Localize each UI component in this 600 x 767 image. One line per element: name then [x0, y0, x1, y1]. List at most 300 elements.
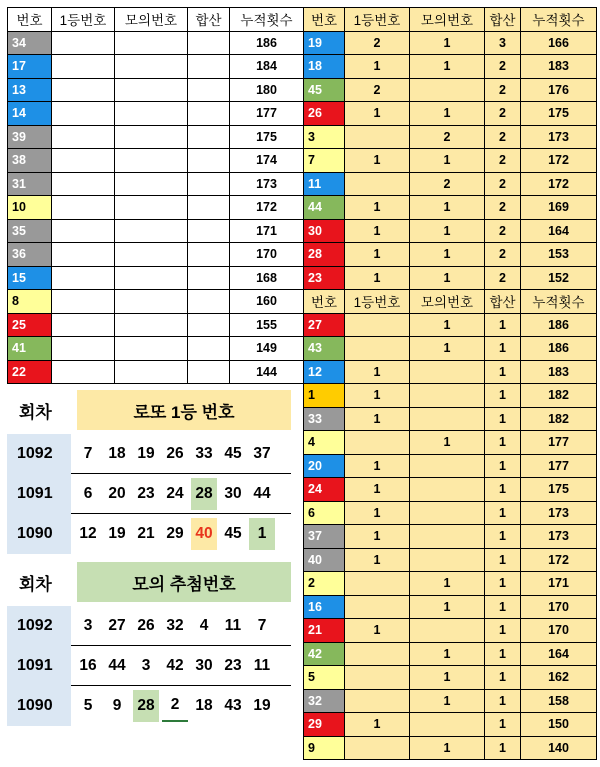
header-sum: 합산	[188, 8, 230, 32]
first-count-cell	[345, 572, 410, 596]
drawn-number: 37	[253, 444, 271, 462]
mock-count-cell	[410, 478, 485, 502]
table-row	[304, 642, 597, 666]
right-sub-header-row	[304, 290, 597, 314]
sum-cell: 1	[485, 548, 521, 572]
table-row	[304, 219, 597, 243]
first-count-cell: 1	[345, 501, 410, 525]
sum-cell: 1	[485, 642, 521, 666]
first-count-cell	[52, 125, 115, 149]
ball-number-cell: 42	[304, 642, 345, 666]
drawn-number: 23	[224, 656, 242, 674]
drawn-number: 20	[108, 484, 126, 502]
ball-number-cell: 4	[304, 431, 345, 455]
ball-number-cell: 37	[304, 525, 345, 549]
ball-number-cell: 1	[304, 384, 345, 408]
ball-number-cell: 31	[8, 172, 52, 196]
drawn-number: 18	[195, 697, 213, 714]
sum-cell: 2	[485, 102, 521, 126]
drawn-number: 7	[83, 444, 93, 462]
table-row	[304, 172, 597, 196]
first-count-cell	[52, 219, 115, 243]
drawn-number: 21	[137, 525, 155, 542]
drawn-number: 30	[224, 484, 242, 502]
cumulative-cell: 175	[230, 125, 304, 149]
ball-number-cell: 3	[304, 125, 345, 149]
ball-number-cell: 24	[304, 478, 345, 502]
first-count-cell: 1	[345, 360, 410, 384]
header-first: 1등번호	[345, 290, 410, 314]
cumulative-cell: 175	[521, 478, 597, 502]
first-count-cell	[52, 102, 115, 126]
first-count-cell	[52, 266, 115, 290]
cumulative-cell: 172	[521, 172, 597, 196]
first-count-cell: 2	[345, 78, 410, 102]
mock-count-cell	[115, 172, 188, 196]
table-row	[304, 149, 597, 173]
cumulative-cell: 182	[521, 384, 597, 408]
sum-cell: 3	[485, 31, 521, 55]
left-header-row	[8, 8, 304, 32]
cumulative-cell: 170	[521, 595, 597, 619]
mock-count-cell	[115, 31, 188, 55]
drawn-number: 11	[224, 616, 242, 634]
mock-count-cell: 2	[410, 172, 485, 196]
number-row	[71, 646, 291, 686]
header-mock: 모의번호	[410, 290, 485, 314]
first-count-cell	[52, 78, 115, 102]
first-count-cell	[52, 360, 115, 384]
round-label: 회차	[7, 562, 77, 602]
mock-count-cell	[410, 407, 485, 431]
sum-cell	[188, 313, 230, 337]
right-header-row	[304, 8, 597, 32]
mock-count-cell: 1	[410, 572, 485, 596]
header-mock: 모의번호	[410, 8, 485, 32]
table-row	[304, 619, 597, 643]
mock-count-cell	[410, 525, 485, 549]
number-row	[71, 474, 291, 514]
mock-count-cell	[115, 219, 188, 243]
cumulative-cell: 175	[521, 102, 597, 126]
first-count-cell	[345, 666, 410, 690]
cumulative-cell: 177	[230, 102, 304, 126]
cumulative-cell: 170	[521, 619, 597, 643]
drawn-number: 29	[166, 525, 184, 542]
cumulative-cell: 164	[521, 642, 597, 666]
table-row	[8, 266, 304, 290]
header-cumulative: 누적횟수	[521, 290, 597, 314]
table-row	[304, 384, 597, 408]
table-row	[304, 31, 597, 55]
drawn-number: 42	[166, 656, 184, 674]
sum-cell: 2	[485, 172, 521, 196]
ball-number-cell: 41	[8, 337, 52, 361]
drawn-number: 18	[108, 444, 126, 462]
ball-number-cell: 5	[304, 666, 345, 690]
sum-cell: 2	[485, 78, 521, 102]
sum-cell: 1	[485, 313, 521, 337]
table-row	[8, 31, 304, 55]
ball-number-cell: 39	[8, 125, 52, 149]
panel-body	[7, 434, 291, 554]
table-row	[8, 243, 304, 267]
table-row	[8, 102, 304, 126]
cumulative-cell: 183	[521, 55, 597, 79]
sum-cell: 1	[485, 666, 521, 690]
cumulative-cell: 162	[521, 666, 597, 690]
first-count-cell	[345, 736, 410, 760]
sum-cell: 1	[485, 454, 521, 478]
mock-count-cell: 1	[410, 149, 485, 173]
cumulative-cell: 160	[230, 290, 304, 314]
mock-count-cell	[410, 384, 485, 408]
drawn-number: 6	[83, 484, 93, 502]
ball-number-cell: 26	[304, 102, 345, 126]
cumulative-cell: 171	[230, 219, 304, 243]
cumulative-cell: 172	[521, 149, 597, 173]
table-row	[304, 407, 597, 431]
mock-count-cell	[410, 78, 485, 102]
first-count-cell: 1	[345, 548, 410, 572]
panel-header	[7, 562, 291, 602]
cumulative-cell: 182	[521, 407, 597, 431]
cumulative-cell: 168	[230, 266, 304, 290]
right-stats-table	[303, 7, 597, 760]
drawn-number: 12	[79, 525, 97, 542]
mock-count-cell: 2	[410, 125, 485, 149]
first-count-cell	[52, 55, 115, 79]
first-count-cell	[52, 31, 115, 55]
ball-number-cell: 36	[8, 243, 52, 267]
cumulative-cell: 171	[521, 572, 597, 596]
ball-number-cell: 10	[8, 196, 52, 220]
first-count-cell: 1	[345, 713, 410, 737]
drawn-number: 26	[166, 444, 184, 462]
drawn-number: 43	[224, 697, 242, 714]
header-cumulative: 누적횟수	[230, 8, 304, 32]
sum-cell	[188, 55, 230, 79]
mock-count-cell	[115, 196, 188, 220]
ball-number-cell: 33	[304, 407, 345, 431]
drawn-number: 23	[137, 484, 155, 502]
table-row	[304, 125, 597, 149]
header-sum: 합산	[485, 8, 521, 32]
first-count-cell: 1	[345, 384, 410, 408]
sum-cell: 1	[485, 713, 521, 737]
mock-count-cell: 1	[410, 689, 485, 713]
drawn-number: 33	[195, 444, 213, 462]
cumulative-cell: 174	[230, 149, 304, 173]
number-row	[71, 686, 291, 726]
cumulative-cell: 173	[521, 125, 597, 149]
table-row	[304, 501, 597, 525]
ball-number-cell: 2	[304, 572, 345, 596]
mock-count-cell	[115, 125, 188, 149]
first-count-cell	[345, 337, 410, 361]
sum-cell: 1	[485, 384, 521, 408]
first-count-cell: 1	[345, 266, 410, 290]
drawn-number: 26	[137, 616, 155, 634]
table-row	[304, 360, 597, 384]
sum-cell: 2	[485, 219, 521, 243]
number-row	[71, 606, 291, 646]
ball-number-cell: 14	[8, 102, 52, 126]
mock-count-cell	[410, 713, 485, 737]
mock-count-cell	[410, 360, 485, 384]
drawn-number: 3	[83, 616, 93, 634]
cumulative-cell: 170	[230, 243, 304, 267]
ball-number-cell: 40	[304, 548, 345, 572]
table-row	[304, 243, 597, 267]
mock-count-cell: 1	[410, 337, 485, 361]
panel-title: 모의 추첨번호	[77, 562, 291, 602]
table-row	[304, 266, 597, 290]
table-row	[304, 666, 597, 690]
sum-cell	[188, 196, 230, 220]
table-row	[8, 55, 304, 79]
ball-number-cell: 28	[304, 243, 345, 267]
first-count-cell: 1	[345, 243, 410, 267]
table-row	[304, 102, 597, 126]
sum-cell: 2	[485, 149, 521, 173]
cumulative-cell: 186	[230, 31, 304, 55]
ball-number-cell: 19	[304, 31, 345, 55]
sum-cell: 1	[485, 501, 521, 525]
sum-cell: 1	[485, 337, 521, 361]
cumulative-cell: 166	[521, 31, 597, 55]
numbers-column	[71, 434, 291, 554]
mock-count-cell: 1	[410, 31, 485, 55]
drawn-number: 40	[191, 518, 217, 550]
first-count-cell	[345, 642, 410, 666]
mock-count-cell	[115, 55, 188, 79]
cumulative-cell: 153	[521, 243, 597, 267]
drawn-number: 27	[108, 616, 126, 634]
sum-cell	[188, 266, 230, 290]
first-count-cell	[52, 337, 115, 361]
table-row	[304, 337, 597, 361]
mock-count-cell: 1	[410, 102, 485, 126]
drawn-number: 16	[79, 656, 97, 674]
ball-number-cell: 12	[304, 360, 345, 384]
cumulative-cell: 150	[521, 713, 597, 737]
mock-count-cell: 1	[410, 55, 485, 79]
mock-count-cell: 1	[410, 243, 485, 267]
mock-count-cell	[115, 243, 188, 267]
table-row	[8, 196, 304, 220]
cumulative-cell: 173	[521, 525, 597, 549]
sum-cell	[188, 219, 230, 243]
table-row	[304, 548, 597, 572]
cumulative-cell: 158	[521, 689, 597, 713]
drawn-number: 9	[112, 697, 122, 714]
drawn-number: 11	[253, 656, 271, 674]
table-row	[8, 149, 304, 173]
sum-cell: 1	[485, 407, 521, 431]
first-count-cell: 1	[345, 525, 410, 549]
first-count-cell	[52, 290, 115, 314]
first-count-cell: 1	[345, 196, 410, 220]
drawn-number: 28	[133, 690, 159, 722]
drawn-number: 30	[195, 656, 213, 674]
ball-number-cell: 17	[8, 55, 52, 79]
panel-title: 로또 1등 번호	[77, 390, 291, 430]
header-cumulative: 누적횟수	[521, 8, 597, 32]
table-row	[304, 78, 597, 102]
numbers-column	[71, 606, 291, 726]
cumulative-cell: 173	[230, 172, 304, 196]
ball-number-cell: 22	[8, 360, 52, 384]
cumulative-cell: 177	[521, 431, 597, 455]
sum-cell	[188, 78, 230, 102]
ball-number-cell: 35	[8, 219, 52, 243]
panel-header	[7, 390, 291, 430]
sum-cell	[188, 243, 230, 267]
first-count-cell	[52, 196, 115, 220]
cumulative-cell: 172	[521, 548, 597, 572]
round-number: 1090	[17, 525, 53, 542]
round-label: 회차	[7, 390, 77, 430]
table-row	[8, 78, 304, 102]
cumulative-cell: 155	[230, 313, 304, 337]
mock-count-cell	[115, 149, 188, 173]
header-number: 번호	[304, 290, 345, 314]
round-number: 1092	[17, 445, 53, 462]
table-row	[304, 713, 597, 737]
number-row	[71, 514, 291, 554]
table-row	[304, 196, 597, 220]
ball-number-cell: 9	[304, 736, 345, 760]
mock-count-cell: 1	[410, 666, 485, 690]
ball-number-cell: 27	[304, 313, 345, 337]
table-row	[8, 360, 304, 384]
drawn-number: 45	[224, 525, 242, 542]
mock-count-cell	[115, 290, 188, 314]
first-count-cell	[345, 689, 410, 713]
mock-count-cell: 1	[410, 595, 485, 619]
first-count-cell: 1	[345, 478, 410, 502]
header-number: 번호	[304, 8, 345, 32]
drawn-number: 19	[253, 697, 271, 714]
cumulative-cell: 144	[230, 360, 304, 384]
table-row	[8, 125, 304, 149]
header-number: 번호	[8, 8, 52, 32]
table-row	[8, 219, 304, 243]
sum-cell	[188, 102, 230, 126]
table-row	[304, 313, 597, 337]
left-stats-table	[7, 7, 304, 384]
mock-count-cell	[115, 313, 188, 337]
drawn-number: 44	[108, 656, 126, 674]
drawn-number: 28	[191, 478, 217, 510]
sum-cell: 1	[485, 619, 521, 643]
round-column	[7, 606, 71, 726]
table-row	[304, 572, 597, 596]
sum-cell: 2	[485, 266, 521, 290]
cumulative-cell: 183	[521, 360, 597, 384]
ball-number-cell: 13	[8, 78, 52, 102]
round-number: 1091	[17, 485, 53, 502]
mock-count-cell: 1	[410, 642, 485, 666]
sum-cell: 2	[485, 125, 521, 149]
mock-draw-numbers-panel	[7, 562, 291, 726]
table-row	[8, 290, 304, 314]
sum-cell: 1	[485, 572, 521, 596]
sum-cell	[188, 149, 230, 173]
mock-count-cell: 1	[410, 736, 485, 760]
ball-number-cell: 45	[304, 78, 345, 102]
cumulative-cell: 184	[230, 55, 304, 79]
ball-number-cell: 7	[304, 149, 345, 173]
ball-number-cell: 29	[304, 713, 345, 737]
cumulative-cell: 173	[521, 501, 597, 525]
mock-count-cell: 1	[410, 313, 485, 337]
sum-cell	[188, 172, 230, 196]
table-row	[304, 525, 597, 549]
first-count-cell	[345, 313, 410, 337]
cumulative-cell: 186	[521, 337, 597, 361]
drawn-number: 1	[249, 518, 275, 550]
mock-count-cell	[115, 337, 188, 361]
mock-count-cell	[410, 454, 485, 478]
ball-number-cell: 21	[304, 619, 345, 643]
ball-number-cell: 16	[304, 595, 345, 619]
sum-cell	[188, 290, 230, 314]
drawn-number: 5	[83, 697, 93, 714]
table-row	[304, 595, 597, 619]
sum-cell: 2	[485, 196, 521, 220]
drawn-number: 24	[166, 484, 184, 502]
first-count-cell: 2	[345, 31, 410, 55]
drawn-number: 7	[257, 616, 267, 634]
sum-cell: 1	[485, 525, 521, 549]
first-count-cell	[52, 149, 115, 173]
table-row	[304, 454, 597, 478]
round-number: 1092	[17, 617, 53, 634]
sum-cell	[188, 337, 230, 361]
first-count-cell: 1	[345, 454, 410, 478]
ball-number-cell: 23	[304, 266, 345, 290]
mock-count-cell	[115, 266, 188, 290]
lotto-winning-numbers-panel	[7, 390, 291, 554]
cumulative-cell: 180	[230, 78, 304, 102]
cumulative-cell: 140	[521, 736, 597, 760]
first-count-cell	[345, 172, 410, 196]
sum-cell	[188, 360, 230, 384]
table-row	[304, 736, 597, 760]
table-row	[304, 478, 597, 502]
ball-number-cell: 25	[8, 313, 52, 337]
mock-count-cell	[115, 102, 188, 126]
sum-cell: 1	[485, 360, 521, 384]
first-count-cell	[345, 595, 410, 619]
mock-count-cell: 1	[410, 266, 485, 290]
ball-number-cell: 38	[8, 149, 52, 173]
sum-cell: 2	[485, 55, 521, 79]
drawn-number: 2	[162, 690, 188, 722]
cumulative-cell: 152	[521, 266, 597, 290]
sum-cell: 1	[485, 595, 521, 619]
sum-cell: 2	[485, 243, 521, 267]
mock-count-cell: 1	[410, 431, 485, 455]
cumulative-cell: 176	[521, 78, 597, 102]
ball-number-cell: 15	[8, 266, 52, 290]
drawn-number: 4	[199, 616, 209, 634]
number-row	[71, 434, 291, 474]
first-count-cell: 1	[345, 149, 410, 173]
header-mock: 모의번호	[115, 8, 188, 32]
